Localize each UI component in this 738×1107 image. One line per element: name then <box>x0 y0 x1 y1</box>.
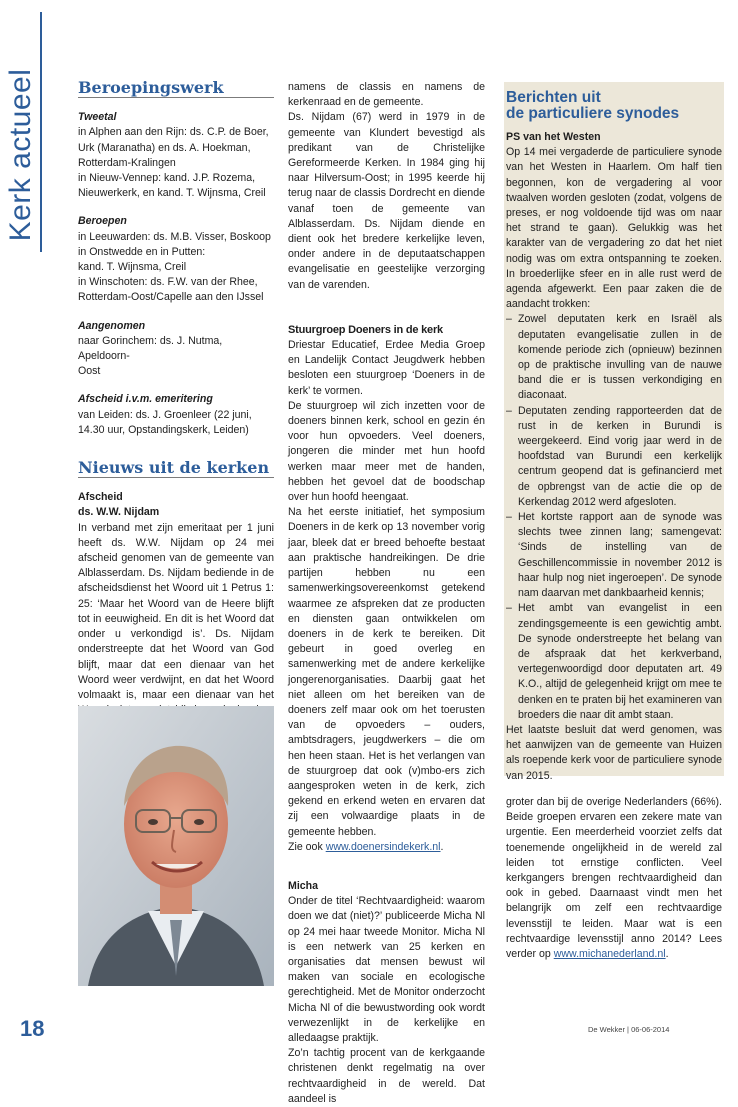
subheading-afscheid-name: ds. W.W. Nijdam <box>78 506 160 519</box>
micha-paragraph-1: Onder de titel ‘Rechtvaardigheid: waarom doen we dat (niet)?’ publiceerde Micha Nl op 24 mei haar tweede Monitor. Micha Nl is een netwerk van 25 kerken en organisaties dat mensen bewust wil maken van sociale en ecologische gerechtigheid. Met de Monitor onderzocht Micha Nl of die bewustwording ook wordt verwezenlijkt in de kerkelijke en alledaagse praktijk. <box>288 895 485 1044</box>
page-number: 18 <box>20 1016 45 1041</box>
doeners-paragraph-2: De stuurgroep wil zich inzetten voor de doeners binnen kerk, school en gezin én voor hun opvoeders. Veel doeners, jongeren die minder met hun hoofd werken maar meer met de handen, hebben het gevoel dat de boodschap over hun hoofd heengaat. <box>288 399 485 504</box>
subheading-aangenomen: Aangenomen <box>78 319 146 332</box>
beroepen-line: in Leeuwarden: ds. M.B. Visser, Boskoop <box>78 230 271 243</box>
tweetal-list <box>78 125 274 201</box>
subheading-beroepen: Beroepen <box>78 215 127 228</box>
afscheid-body: In verband met zijn emeritaat per 1 juni heeft ds. W.W. Nijdam op 24 mei afscheid genomen van de gemeente van Alblasserdam. Ds. Nijdam bediende in de afscheidsdienst het Woord uit 1 Petrus 1: 25: ‘Maar het Woord van de Heere blijft tot in eeuwigheid. En dit is het Woord dat onder u verkondigd is’. Ds. Nijdam onderstreepte dat het Woord van God blijft, maar dat een dienaar van het Woord weer verdwijnt, en dat het Woord volmaakt is, maar een dienaar van het <box>78 521 274 701</box>
micha-paragraph-3-text: groter dan bij de overige Nederlanders (66%). Beide groepen ervaren een zekere mate van urgentie. Een meerderheid voorziet zelfs dat toenemende ongelijkheid in de wereld zal leiden tot ernstige conflicten. Veel kerkgangers brengen rechtvaardigheid dan ook in gebed. Daarnaast vindt men het belangrijk om zelf een rechtvaardige levensstijl te leiden. Maar wat is een rechtvaardige levensstijl anno 2014? Lees verder op <box>506 796 722 961</box>
see-also-label: Zie ook <box>288 840 326 853</box>
section-divider-line <box>40 12 42 252</box>
link-period: . <box>665 948 669 961</box>
micha-paragraph-2: Zo’n tachtig procent van de kerkgaande christenen denkt regelmatig na over rechtvaardigheid in de wereld. Dat aandeel is <box>288 1047 485 1105</box>
portrait-illustration <box>78 706 274 986</box>
afscheid-line: van Leiden: ds. J. Groenleer (22 juni, <box>78 408 252 421</box>
micha-paragraph-3 <box>506 795 722 962</box>
doeners-paragraph-3: Na het eerste initiatief, het symposium Doeners in de kerk op 13 november vorig jaar, bleek dat er breed behoefte bestaat aan praktische handreikingen. De drie partijen hebben nu een samenwerkingsovereenkomst getekend waarmee ze afspreken dat ze producten en diensten gaan ontwikkelen om doeners in de kerk te bereiken. Dit gebeurt in goed overleg en samenwerking met de andere kerkelijke jongerenorganisaties. Daarbij gaat het niet alleen om het bereiken van de doeners zelf maar ook om het toerusten van de opvoeders – ouders, ambtsdragers, jeugdwerkers – die om hen heen staan. Het is het verlangen van de stuurgroep dat ook (v)mbo-ers zich aangesproken weten in de kerk, zich gekend en erkend weten en ervaren dat zij een volwaardige plaats in de gemeente hebben. <box>288 506 485 838</box>
doeners-see-also <box>288 840 485 855</box>
sidebar-title-line-1: Berichten uit <box>506 89 601 106</box>
footer-publication: De Wekker | 06-06-2014 <box>588 1025 670 1034</box>
sidebar-intro: Op 14 mei vergaderde de particuliere synode van het Westen in Haarlem. Om half tien begonnen, kon de vergadering al voor twaalven worden gesloten (zodat, volgens de preses, er nog voldoende tijd was om naar het strand te gaan). Gelukkig was het karakter van de vergadering zo dat het niet nodig was om extra ontspanning te zoeken. In broederlijke sfeer en in alle rust werd de agenda afgewerkt. Een paar zaken die de aandacht trokken: <box>506 146 722 311</box>
beroepen-line: in Winschoten: ds. F.W. van der Rhee, <box>78 276 258 289</box>
afscheid-line: 14.30 uur, Opstandingskerk, Leiden) <box>78 423 249 436</box>
portrait-photo <box>78 706 274 986</box>
tweetal-line: Nieuwerkerk, en kand. T. Wijnsma, Creil <box>78 187 266 200</box>
heading-nieuws-uit-de-kerken: Nieuws uit de kerken <box>78 460 274 478</box>
column-2 <box>288 80 485 1107</box>
tweetal-line: Rotterdam-Kralingen <box>78 156 176 169</box>
aangenomen-line: naar Gorinchem: ds. J. Nutma, Apeldoorn- <box>78 334 223 363</box>
list-item: – Het ambt van evangelist in een zendingsgemeente is een gewichtig ambt. De synode onderstreepte het belang van de afspraak dat het kerkverband, vertegenwoordigd door deputaten art. 49 K.O., altijd de gelegenheid krijgt om mee te denken en te praten bij het examineren van broeders die naar dit ambt staan. <box>506 601 722 723</box>
beroepen-line: kand. T. Wijnsma, Creil <box>78 261 187 274</box>
subheading-afscheid-emeritering: Afscheid i.v.m. emeritering <box>78 393 213 406</box>
micha-website-link[interactable]: www.michanederland.nl <box>553 948 666 961</box>
doeners-website-link[interactable]: www.doenersindekerk.nl <box>325 840 441 853</box>
column-1 <box>78 80 274 749</box>
beroepen-line: in Onstwedde en in Putten: <box>78 245 206 258</box>
section-label-text: Kerk actueel <box>4 68 37 242</box>
sidebar-content <box>506 90 722 784</box>
beroepen-list <box>78 230 274 306</box>
sidebar-list <box>506 312 722 722</box>
tweetal-line: in Alphen aan den Rijn: ds. C.P. de Boer, <box>78 126 269 139</box>
tweetal-line: in Nieuw-Vennep: kand. J.P. Rozema, <box>78 172 256 185</box>
aangenomen-line: Oost <box>78 365 101 378</box>
doeners-paragraph-1: Driestar Educatief, Erdee Media Groep en Landelijk Contact Jeugdwerk hebben besloten een stuurgroep ‘Doeners in de kerk’ te vormen. <box>288 339 485 397</box>
subheading-tweetal: Tweetal <box>78 111 117 124</box>
tweetal-line: Urk (Maranatha) en ds. A. Hoekman, <box>78 141 251 154</box>
aangenomen-list <box>78 334 274 380</box>
heading-beroepingswerk: Beroepingswerk <box>78 80 274 98</box>
sidebar-subtitle: PS van het Westen <box>506 131 601 143</box>
beroepen-line: Rotterdam-Oost/Capelle aan den IJssel <box>78 291 264 304</box>
sidebar-title-line-2: de particuliere synodes <box>506 105 680 122</box>
list-item: – Deputaten zending rapporteerden dat de rust in de kerken in Burundi is weergekeerd. Eind vorig jaar werd in de hoofdstad van Burundi een kerkelijk centrum geopend dat is gefinancierd met de opbrengst van de actie die op de Kerkendag 2012 werd afgesloten. <box>506 404 722 510</box>
section-label <box>6 62 36 248</box>
link-period: . <box>440 840 444 853</box>
subheading-micha: Micha <box>288 879 319 892</box>
sidebar-outro: Het laatste besluit dat werd genomen, was het aanwijzen van de gemeente van Huizen als roepende kerk voor de particuliere synode van 2015. <box>506 723 722 782</box>
subheading-afscheid: Afscheid <box>78 491 123 504</box>
afscheid-body-continued: namens de classis en namens de kerkenraad en de gemeente. <box>288 81 485 109</box>
afscheid-emeritering-list <box>78 408 274 438</box>
subheading-doeners-in-de-kerk: Stuurgroep Doeners in de kerk <box>288 323 443 336</box>
list-item: – Zowel deputaten kerk en Israël als deputaten evangelisatie zullen in de komende periode zich (opnieuw) bezinnen op de praktische invulling van de nauwe band die er is tussen verkondiging en diaconaat. <box>506 312 722 403</box>
afscheid-body-biography: Ds. Nijdam (67) werd in 1979 in de gemeente van Klundert bevestigd als predikant van de Christelijke Gereformeerde Kerken. In 1984 ging hij naar Hilversum-Oost; in 1995 keerde hij terug naar de classis Dordrecht en diende vanaf toen de gemeente van Alblasserdam. Ds. Nijdam diende en dient ook het bredere kerkelijke leven, onder andere in de deputaatschappen evangelisatie en geestelijke verzorging van de varenden. <box>288 111 485 291</box>
list-item: – Het kortste rapport aan de synode was slechts twee zinnen lang; samengevat: ‘Sinds de instelling van de Geschillencommissie in november 2012 is haar hulp nog niet ingeroepen’. De synode nam daarvan met dankbaarheid kennis; <box>506 510 722 601</box>
column-3-lower <box>506 795 722 962</box>
